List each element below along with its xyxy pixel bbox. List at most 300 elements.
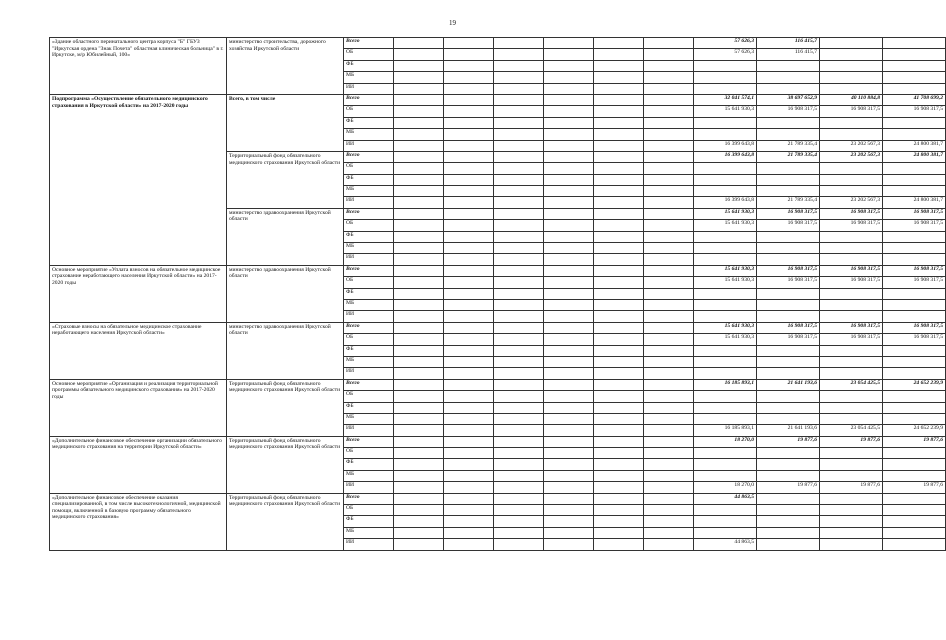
empty-cell: [644, 493, 694, 504]
value-cell: [694, 505, 757, 516]
source-cell: ИИ: [344, 197, 394, 208]
source-cell: ОБ: [344, 49, 394, 60]
empty-cell: [494, 448, 544, 459]
empty-cell: [594, 231, 644, 242]
empty-cell: [644, 186, 694, 197]
empty-cell: [644, 197, 694, 208]
empty-cell: [394, 505, 444, 516]
program-cell: «Страховые взносы на обязательное медицинское страхование неработающего населения Иркутской области»: [50, 322, 227, 379]
empty-cell: [444, 220, 494, 231]
empty-cell: [394, 288, 444, 299]
value-cell: 16 185 893,1: [694, 425, 757, 436]
value-cell: [820, 72, 883, 83]
value-cell: [820, 117, 883, 128]
empty-cell: [594, 140, 644, 151]
value-cell: [883, 129, 946, 140]
empty-cell: [644, 299, 694, 310]
empty-cell: [444, 163, 494, 174]
value-cell: [757, 413, 820, 424]
value-cell: 16 399 643,8: [694, 140, 757, 151]
empty-cell: [544, 391, 594, 402]
empty-cell: [444, 436, 494, 447]
source-cell: ОБ: [344, 220, 394, 231]
empty-cell: [394, 402, 444, 413]
empty-cell: [494, 470, 544, 481]
value-cell: 15 641 930,3: [694, 208, 757, 219]
empty-cell: [544, 379, 594, 390]
empty-cell: [444, 334, 494, 345]
value-cell: [883, 49, 946, 60]
value-cell: 16 908 317,5: [757, 106, 820, 117]
source-cell: ИИ: [344, 425, 394, 436]
value-cell: 16 399 643,8: [694, 151, 757, 162]
empty-cell: [494, 117, 544, 128]
empty-cell: [544, 186, 594, 197]
value-cell: [883, 83, 946, 94]
empty-cell: [494, 208, 544, 219]
empty-cell: [394, 425, 444, 436]
empty-cell: [544, 106, 594, 117]
empty-cell: [594, 174, 644, 185]
empty-cell: [444, 493, 494, 504]
value-cell: 24 652 239,9: [883, 425, 946, 436]
value-cell: [757, 527, 820, 538]
empty-cell: [544, 356, 594, 367]
executor-cell: министерство здравоохранения Иркутской области: [227, 265, 344, 322]
empty-cell: [394, 129, 444, 140]
value-cell: [820, 163, 883, 174]
empty-cell: [394, 334, 444, 345]
empty-cell: [594, 72, 644, 83]
value-cell: 16 908 317,5: [883, 208, 946, 219]
empty-cell: [544, 60, 594, 71]
empty-cell: [444, 311, 494, 322]
source-cell: ИИ: [344, 482, 394, 493]
program-cell: Основное мероприятие «Организация и реализация территориальной программы обязательного медицинского страхования» на 2017-2020 годы: [50, 379, 227, 436]
value-cell: [883, 288, 946, 299]
empty-cell: [494, 402, 544, 413]
empty-cell: [494, 505, 544, 516]
value-cell: [694, 163, 757, 174]
empty-cell: [494, 151, 544, 162]
empty-cell: [644, 436, 694, 447]
value-cell: [694, 356, 757, 367]
value-cell: [694, 60, 757, 71]
value-cell: [820, 470, 883, 481]
empty-cell: [394, 38, 444, 49]
empty-cell: [594, 391, 644, 402]
empty-cell: [594, 379, 644, 390]
empty-cell: [494, 379, 544, 390]
empty-cell: [444, 470, 494, 481]
empty-cell: [394, 345, 444, 356]
source-cell: ИИ: [344, 539, 394, 550]
value-cell: [757, 505, 820, 516]
empty-cell: [594, 254, 644, 265]
empty-cell: [494, 94, 544, 105]
table-row: [50, 493, 946, 504]
value-cell: [694, 299, 757, 310]
empty-cell: [644, 94, 694, 105]
value-cell: [757, 356, 820, 367]
empty-cell: [644, 448, 694, 459]
source-cell: ИИ: [344, 368, 394, 379]
empty-cell: [594, 459, 644, 470]
empty-cell: [644, 38, 694, 49]
empty-cell: [644, 482, 694, 493]
value-cell: [820, 368, 883, 379]
source-cell: Всего: [344, 265, 394, 276]
empty-cell: [394, 448, 444, 459]
value-cell: [694, 311, 757, 322]
source-cell: ОБ: [344, 505, 394, 516]
executor-cell: министерство здравоохранения Иркутской области: [227, 322, 344, 379]
value-cell: 19 877,6: [757, 436, 820, 447]
empty-cell: [644, 527, 694, 538]
empty-cell: [394, 379, 444, 390]
source-cell: ИИ: [344, 254, 394, 265]
value-cell: 15 641 930,3: [694, 322, 757, 333]
empty-cell: [644, 356, 694, 367]
value-cell: [757, 83, 820, 94]
value-cell: [757, 288, 820, 299]
value-cell: [757, 231, 820, 242]
empty-cell: [594, 413, 644, 424]
empty-cell: [494, 322, 544, 333]
source-cell: Всего: [344, 493, 394, 504]
empty-cell: [644, 231, 694, 242]
empty-cell: [394, 49, 444, 60]
empty-cell: [444, 459, 494, 470]
value-cell: 24 800 381,7: [883, 140, 946, 151]
empty-cell: [594, 265, 644, 276]
executor-cell: министерство строительства, дорожного хозяйства Иркутской области: [227, 38, 344, 95]
empty-cell: [444, 379, 494, 390]
value-cell: [883, 231, 946, 242]
empty-cell: [394, 83, 444, 94]
value-cell: [820, 60, 883, 71]
value-cell: [820, 505, 883, 516]
value-cell: [883, 505, 946, 516]
source-cell: ИИ: [344, 83, 394, 94]
empty-cell: [594, 505, 644, 516]
value-cell: [883, 38, 946, 49]
empty-cell: [394, 299, 444, 310]
value-cell: 16 908 317,5: [820, 220, 883, 231]
source-cell: МБ: [344, 72, 394, 83]
value-cell: 15 641 930,3: [694, 277, 757, 288]
empty-cell: [444, 140, 494, 151]
value-cell: [694, 459, 757, 470]
empty-cell: [444, 129, 494, 140]
value-cell: [883, 311, 946, 322]
empty-cell: [494, 368, 544, 379]
empty-cell: [544, 334, 594, 345]
executor-cell: Территориальный фонд обязательного медицинского страхования Иркутской области: [227, 493, 344, 550]
value-cell: [883, 413, 946, 424]
value-cell: 40 110 884,8: [820, 94, 883, 105]
empty-cell: [594, 197, 644, 208]
value-cell: [757, 459, 820, 470]
empty-cell: [494, 288, 544, 299]
empty-cell: [444, 356, 494, 367]
empty-cell: [594, 436, 644, 447]
value-cell: 16 908 317,5: [820, 322, 883, 333]
value-cell: [694, 391, 757, 402]
empty-cell: [444, 208, 494, 219]
value-cell: 23 202 567,3: [820, 151, 883, 162]
source-cell: МБ: [344, 413, 394, 424]
empty-cell: [494, 311, 544, 322]
source-cell: ОБ: [344, 448, 394, 459]
value-cell: 24 800 381,7: [883, 151, 946, 162]
value-cell: [757, 72, 820, 83]
empty-cell: [494, 425, 544, 436]
empty-cell: [494, 83, 544, 94]
value-cell: 16 908 317,5: [820, 277, 883, 288]
value-cell: 15 641 930,3: [694, 106, 757, 117]
empty-cell: [594, 527, 644, 538]
empty-cell: [644, 402, 694, 413]
empty-cell: [544, 311, 594, 322]
empty-cell: [644, 311, 694, 322]
value-cell: [883, 186, 946, 197]
program-cell: «Дополнительное финансовое обеспечение оказания специализированной, в том числе высокотехнологичной, медицинской помощи, включенной в базовую программу обязательного медицинского страхования»: [50, 493, 227, 550]
value-cell: [820, 539, 883, 550]
empty-cell: [544, 265, 594, 276]
empty-cell: [544, 505, 594, 516]
empty-cell: [394, 151, 444, 162]
empty-cell: [394, 117, 444, 128]
empty-cell: [544, 163, 594, 174]
empty-cell: [594, 288, 644, 299]
value-cell: 32 041 574,1: [694, 94, 757, 105]
empty-cell: [444, 174, 494, 185]
value-cell: 19 877,6: [883, 436, 946, 447]
empty-cell: [394, 254, 444, 265]
value-cell: 21 641 193,6: [757, 379, 820, 390]
empty-cell: [544, 254, 594, 265]
table-row: [50, 94, 946, 105]
empty-cell: [644, 129, 694, 140]
empty-cell: [394, 197, 444, 208]
empty-cell: [644, 322, 694, 333]
empty-cell: [394, 60, 444, 71]
empty-cell: [494, 49, 544, 60]
empty-cell: [394, 368, 444, 379]
empty-cell: [444, 49, 494, 60]
empty-cell: [544, 527, 594, 538]
empty-cell: [594, 151, 644, 162]
source-cell: ФБ: [344, 288, 394, 299]
empty-cell: [594, 493, 644, 504]
value-cell: [694, 413, 757, 424]
source-cell: Всего: [344, 436, 394, 447]
value-cell: 16 908 317,5: [883, 106, 946, 117]
source-cell: ФБ: [344, 459, 394, 470]
value-cell: 44 863,5: [694, 539, 757, 550]
empty-cell: [544, 459, 594, 470]
value-cell: [757, 470, 820, 481]
empty-cell: [644, 288, 694, 299]
value-cell: [883, 459, 946, 470]
empty-cell: [444, 402, 494, 413]
empty-cell: [594, 311, 644, 322]
source-cell: Всего: [344, 322, 394, 333]
value-cell: 57 626,3: [694, 38, 757, 49]
value-cell: [694, 288, 757, 299]
value-cell: 23 054 425,5: [820, 425, 883, 436]
empty-cell: [444, 117, 494, 128]
empty-cell: [644, 379, 694, 390]
empty-cell: [544, 129, 594, 140]
empty-cell: [644, 277, 694, 288]
value-cell: [883, 493, 946, 504]
empty-cell: [444, 505, 494, 516]
value-cell: [757, 516, 820, 527]
empty-cell: [444, 231, 494, 242]
value-cell: 16 908 317,5: [883, 265, 946, 276]
value-cell: [820, 299, 883, 310]
empty-cell: [544, 288, 594, 299]
empty-cell: [394, 356, 444, 367]
empty-cell: [494, 186, 544, 197]
table-row: [50, 436, 946, 447]
source-cell: Всего: [344, 379, 394, 390]
empty-cell: [394, 470, 444, 481]
empty-cell: [394, 265, 444, 276]
value-cell: [694, 129, 757, 140]
empty-cell: [494, 277, 544, 288]
empty-cell: [544, 493, 594, 504]
source-cell: ОБ: [344, 391, 394, 402]
empty-cell: [544, 83, 594, 94]
empty-cell: [594, 117, 644, 128]
table-row: [50, 38, 946, 49]
value-cell: 44 863,5: [694, 493, 757, 504]
value-cell: 41 708 699,2: [883, 94, 946, 105]
empty-cell: [494, 140, 544, 151]
empty-cell: [644, 60, 694, 71]
empty-cell: [394, 482, 444, 493]
empty-cell: [494, 197, 544, 208]
value-cell: [820, 391, 883, 402]
value-cell: [694, 402, 757, 413]
value-cell: [694, 448, 757, 459]
program-cell: Подпрограмма «Осуществление обязательного медицинского страхования в Иркутской области» на 2017-2020 годы: [50, 94, 227, 265]
source-cell: ФБ: [344, 174, 394, 185]
empty-cell: [494, 174, 544, 185]
value-cell: [757, 186, 820, 197]
value-cell: 16 185 893,1: [694, 379, 757, 390]
empty-cell: [644, 425, 694, 436]
empty-cell: [444, 516, 494, 527]
empty-cell: [444, 254, 494, 265]
empty-cell: [444, 527, 494, 538]
value-cell: 19 877,6: [757, 482, 820, 493]
empty-cell: [394, 493, 444, 504]
empty-cell: [444, 151, 494, 162]
value-cell: 16 908 317,5: [757, 265, 820, 276]
empty-cell: [644, 208, 694, 219]
empty-cell: [444, 243, 494, 254]
value-cell: [883, 163, 946, 174]
value-cell: [694, 231, 757, 242]
source-cell: ФБ: [344, 231, 394, 242]
empty-cell: [494, 265, 544, 276]
empty-cell: [444, 425, 494, 436]
empty-cell: [544, 38, 594, 49]
value-cell: [757, 493, 820, 504]
empty-cell: [544, 345, 594, 356]
empty-cell: [444, 106, 494, 117]
value-cell: [757, 163, 820, 174]
empty-cell: [444, 197, 494, 208]
program-cell: Основное мероприятие «Уплата взносов на обязательное медицинское страхование неработающего населения Иркутской области» на 2017-2020 годы: [50, 265, 227, 322]
empty-cell: [544, 174, 594, 185]
value-cell: 23 202 567,3: [820, 197, 883, 208]
empty-cell: [444, 277, 494, 288]
source-cell: ФБ: [344, 345, 394, 356]
value-cell: [820, 493, 883, 504]
value-cell: [694, 254, 757, 265]
empty-cell: [494, 72, 544, 83]
empty-cell: [644, 243, 694, 254]
value-cell: [883, 470, 946, 481]
empty-cell: [444, 72, 494, 83]
source-cell: МБ: [344, 356, 394, 367]
empty-cell: [594, 83, 644, 94]
value-cell: 15 641 930,3: [694, 334, 757, 345]
empty-cell: [594, 368, 644, 379]
program-cell: «Дополнительное финансовое обеспечение организации обязательного медицинского страхования на территории Иркутской области»: [50, 436, 227, 493]
empty-cell: [394, 220, 444, 231]
empty-cell: [544, 151, 594, 162]
value-cell: 18 270,0: [694, 482, 757, 493]
table-row: [50, 322, 946, 333]
empty-cell: [644, 174, 694, 185]
value-cell: [694, 186, 757, 197]
source-cell: Всего: [344, 94, 394, 105]
empty-cell: [594, 334, 644, 345]
empty-cell: [644, 49, 694, 60]
empty-cell: [594, 60, 644, 71]
empty-cell: [594, 49, 644, 60]
empty-cell: [494, 527, 544, 538]
empty-cell: [594, 208, 644, 219]
empty-cell: [644, 345, 694, 356]
executor-cell: Всего, в том числе: [227, 94, 344, 151]
value-cell: 57 626,3: [694, 49, 757, 60]
value-cell: 16 908 317,5: [883, 322, 946, 333]
empty-cell: [544, 243, 594, 254]
empty-cell: [644, 220, 694, 231]
value-cell: [757, 539, 820, 550]
empty-cell: [594, 539, 644, 550]
value-cell: 19 877,6: [820, 482, 883, 493]
empty-cell: [394, 72, 444, 83]
empty-cell: [394, 516, 444, 527]
empty-cell: [544, 277, 594, 288]
value-cell: [820, 516, 883, 527]
value-cell: [883, 516, 946, 527]
value-cell: [883, 391, 946, 402]
empty-cell: [444, 413, 494, 424]
value-cell: [820, 288, 883, 299]
value-cell: [883, 254, 946, 265]
source-cell: Всего: [344, 208, 394, 219]
empty-cell: [594, 470, 644, 481]
